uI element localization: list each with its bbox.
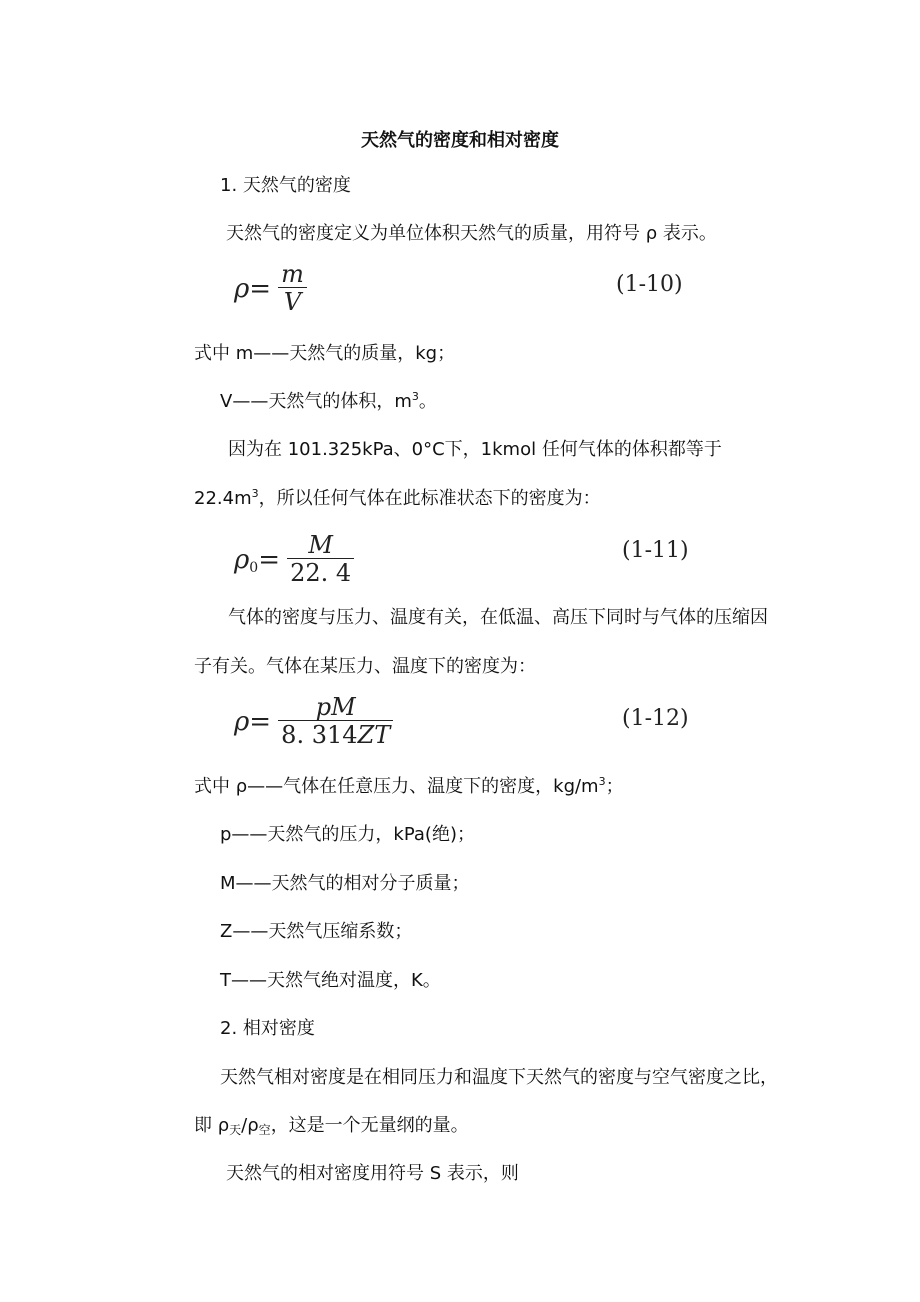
formula-denominator: V [283, 288, 302, 316]
where-v: V——天然气的体积，$m^3$。 [220, 390, 437, 412]
formula-fraction [278, 261, 307, 316]
page-title: 天然气的密度和相对密度 [361, 130, 559, 151]
dependence-line-2: 子有关。气体在某压力、温度下的密度为： [194, 656, 536, 677]
definition-Z: Z——天然气压缩系数； [220, 921, 413, 942]
definition-p: p——天然气的压力，kPa(绝)； [220, 824, 475, 845]
where-m: 式中 m——天然气的质量，kg； [194, 343, 456, 364]
relative-density-line-3: 天然气的相对密度用符号 S 表示，则 [226, 1163, 519, 1184]
equation-number-1-12: (1-12) [622, 706, 689, 731]
dependence-line-1: 气体的密度与压力、温度有关，在低温、高压下同时与气体的压缩因 [228, 607, 768, 628]
formula-1-12 [234, 694, 393, 749]
formula-fraction [287, 532, 354, 587]
formula-1-11 [234, 532, 354, 587]
section-1-heading: 1. 天然气的密度 [220, 175, 351, 196]
formula-numerator: m [278, 261, 307, 288]
formula-lhs: ρ= [234, 706, 272, 737]
density-definition: 天然气的密度定义为单位体积天然气的质量，用符号 ρ 表示。 [226, 223, 717, 244]
formula-numerator: pM [278, 694, 393, 721]
standard-state-line-2: $22.4m^3$，所以任何气体在此标准状态下的密度为： [194, 487, 601, 509]
formula-denominator: 8. 314ZT [281, 721, 391, 749]
formula-lhs: ρ= [234, 273, 272, 304]
section-2-heading: 2. 相对密度 [220, 1018, 315, 1039]
formula-lhs: $\rho_0=$ [234, 544, 281, 576]
equation-number-1-11: (1-11) [622, 538, 689, 563]
formula-denominator: 22. 4 [290, 559, 352, 587]
where-rho: 式中 ρ——气体在任意压力、温度下的密度，$kg/m^3$； [194, 775, 624, 797]
standard-state-line-1: 因为在 101.325kPa、0°C下，1kmol 任何气体的体积都等于 [228, 439, 722, 460]
formula-1-10 [234, 261, 307, 316]
definition-M: M——天然气的相对分子质量； [220, 873, 470, 894]
definition-T: T——天然气绝对温度，K。 [220, 970, 441, 991]
relative-density-line-1: 天然气相对密度是在相同压力和温度下天然气的密度与空气密度之比， [220, 1067, 778, 1088]
formula-numerator: M [287, 532, 354, 559]
formula-fraction [278, 694, 393, 749]
relative-density-line-2: 即 $\rho_天/\rho_空$，这是一个无量纲的量。 [194, 1115, 469, 1137]
equation-number-1-10: (1-10) [616, 272, 683, 297]
